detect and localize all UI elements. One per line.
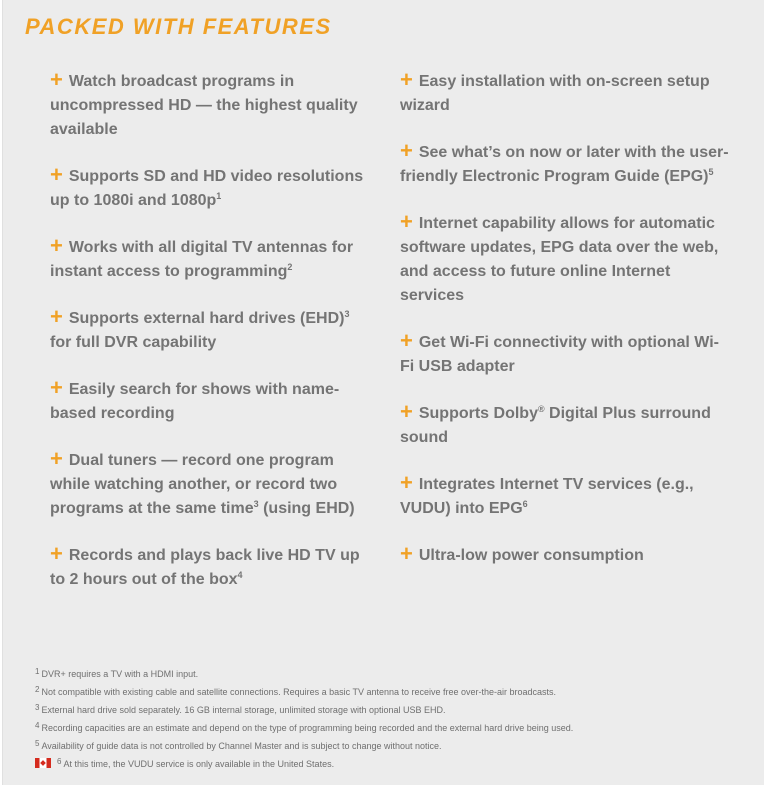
footnote xyxy=(35,718,735,736)
footnote-number: 4 xyxy=(35,721,40,730)
plus-icon: + xyxy=(400,470,413,495)
footnote xyxy=(35,736,735,754)
feature-text: See what’s on now or later with the user-friendly Electronic Program Guide (EPG) xyxy=(400,144,729,185)
plus-icon: + xyxy=(50,233,63,258)
footnote-ref: 4 xyxy=(237,570,243,580)
footnote-number: 3 xyxy=(35,703,40,712)
feature-item xyxy=(400,470,730,521)
feature-text: Integrates Internet TV services (e.g., VUDU) into EPG xyxy=(400,476,694,517)
footnote-ref: 6 xyxy=(522,499,528,509)
feature-item xyxy=(50,304,370,355)
footnote-ref: ® xyxy=(537,404,545,414)
footnote-text: Not compatible with existing cable and satellite connections. Requires a basic TV antenna to receive free over-the-air broadcasts. xyxy=(41,687,557,697)
feature-item xyxy=(50,375,370,426)
footnote xyxy=(35,754,735,772)
feature-item xyxy=(50,446,370,521)
footnote-ref: 1 xyxy=(216,191,222,201)
footnote-number: 1 xyxy=(35,667,40,676)
feature-text-continued: Digital Plus surround sound xyxy=(400,405,711,446)
feature-text: Get Wi-Fi connectivity with optional Wi-Fi USB adapter xyxy=(400,334,720,375)
feature-text: Internet capability allows for automatic software updates, EPG data over the web, and access to future online Internet services xyxy=(400,215,719,304)
feature-item xyxy=(400,67,730,118)
footnote xyxy=(35,664,735,682)
feature-text: Supports Dolby xyxy=(418,405,538,422)
footnote xyxy=(35,700,735,718)
page-title: PACKED WITH FEATURES xyxy=(25,14,332,39)
footnote-number: 2 xyxy=(35,685,40,694)
footnote-text: Recording capacities are an estimate and depend on the type of programming being recorded and the external hard drive being used. xyxy=(41,723,574,733)
plus-icon: + xyxy=(50,67,63,92)
footnote-ref: 3 xyxy=(344,309,350,319)
plus-icon: + xyxy=(400,399,413,424)
feature-text: Records and plays back live HD TV up to 2 hours out of the box xyxy=(50,547,360,588)
footnote xyxy=(35,682,735,700)
feature-item xyxy=(50,541,370,592)
feature-text: Watch broadcast programs in uncompressed HD — the highest quality available xyxy=(50,73,358,138)
footnotes xyxy=(35,664,735,772)
feature-item xyxy=(400,399,730,450)
feature-text: Easily search for shows with name-based recording xyxy=(50,381,340,422)
feature-text-continued: for full DVR capability xyxy=(50,334,217,351)
feature-item xyxy=(400,138,730,189)
footnote-text: At this time, the VUDU service is only available in the United States. xyxy=(63,759,335,769)
plus-icon: + xyxy=(50,446,63,471)
feature-text: Dual tuners — record one program while watching another, or record two programs at the same time xyxy=(50,452,338,517)
feature-text: Easy installation with on-screen setup wizard xyxy=(400,73,710,114)
feature-item xyxy=(400,328,730,379)
footnote-ref: 5 xyxy=(708,167,714,177)
plus-icon: + xyxy=(50,375,63,400)
canada-flag-icon xyxy=(35,758,51,768)
feature-item xyxy=(50,233,370,284)
left-feature-column xyxy=(50,67,370,615)
footnote-text: DVR+ requires a TV with a HDMI input. xyxy=(41,669,199,679)
plus-icon: + xyxy=(50,541,63,566)
feature-text: Ultra-low power consumption xyxy=(418,547,644,564)
plus-icon: + xyxy=(50,304,63,329)
feature-text: Supports external hard drives (EHD) xyxy=(68,310,345,327)
footnote-number: 6 xyxy=(57,757,62,766)
right-feature-column xyxy=(400,67,730,591)
footnote-text: External hard drive sold separately. 16 GB internal storage, unlimited storage with optional USB EHD. xyxy=(41,705,446,715)
feature-text-continued: (using EHD) xyxy=(258,500,355,517)
plus-icon: + xyxy=(50,162,63,187)
features-panel xyxy=(2,0,764,785)
plus-icon: + xyxy=(400,328,413,353)
feature-text: Supports SD and HD video resolutions up to 1080i and 1080p xyxy=(50,168,364,209)
feature-item xyxy=(50,162,370,213)
footnote-ref: 3 xyxy=(253,499,259,509)
feature-text: Works with all digital TV antennas for instant access to programming xyxy=(50,239,354,280)
feature-item xyxy=(50,67,370,142)
footnote-text: Availability of guide data is not controlled by Channel Master and is subject to change without notice. xyxy=(41,741,442,751)
plus-icon: + xyxy=(400,138,413,163)
footnote-number: 5 xyxy=(35,739,40,748)
footnote-ref: 2 xyxy=(287,262,293,272)
plus-icon: + xyxy=(400,67,413,92)
plus-icon: + xyxy=(400,209,413,234)
feature-item xyxy=(400,541,730,568)
plus-icon: + xyxy=(400,541,413,566)
feature-item xyxy=(400,209,730,308)
